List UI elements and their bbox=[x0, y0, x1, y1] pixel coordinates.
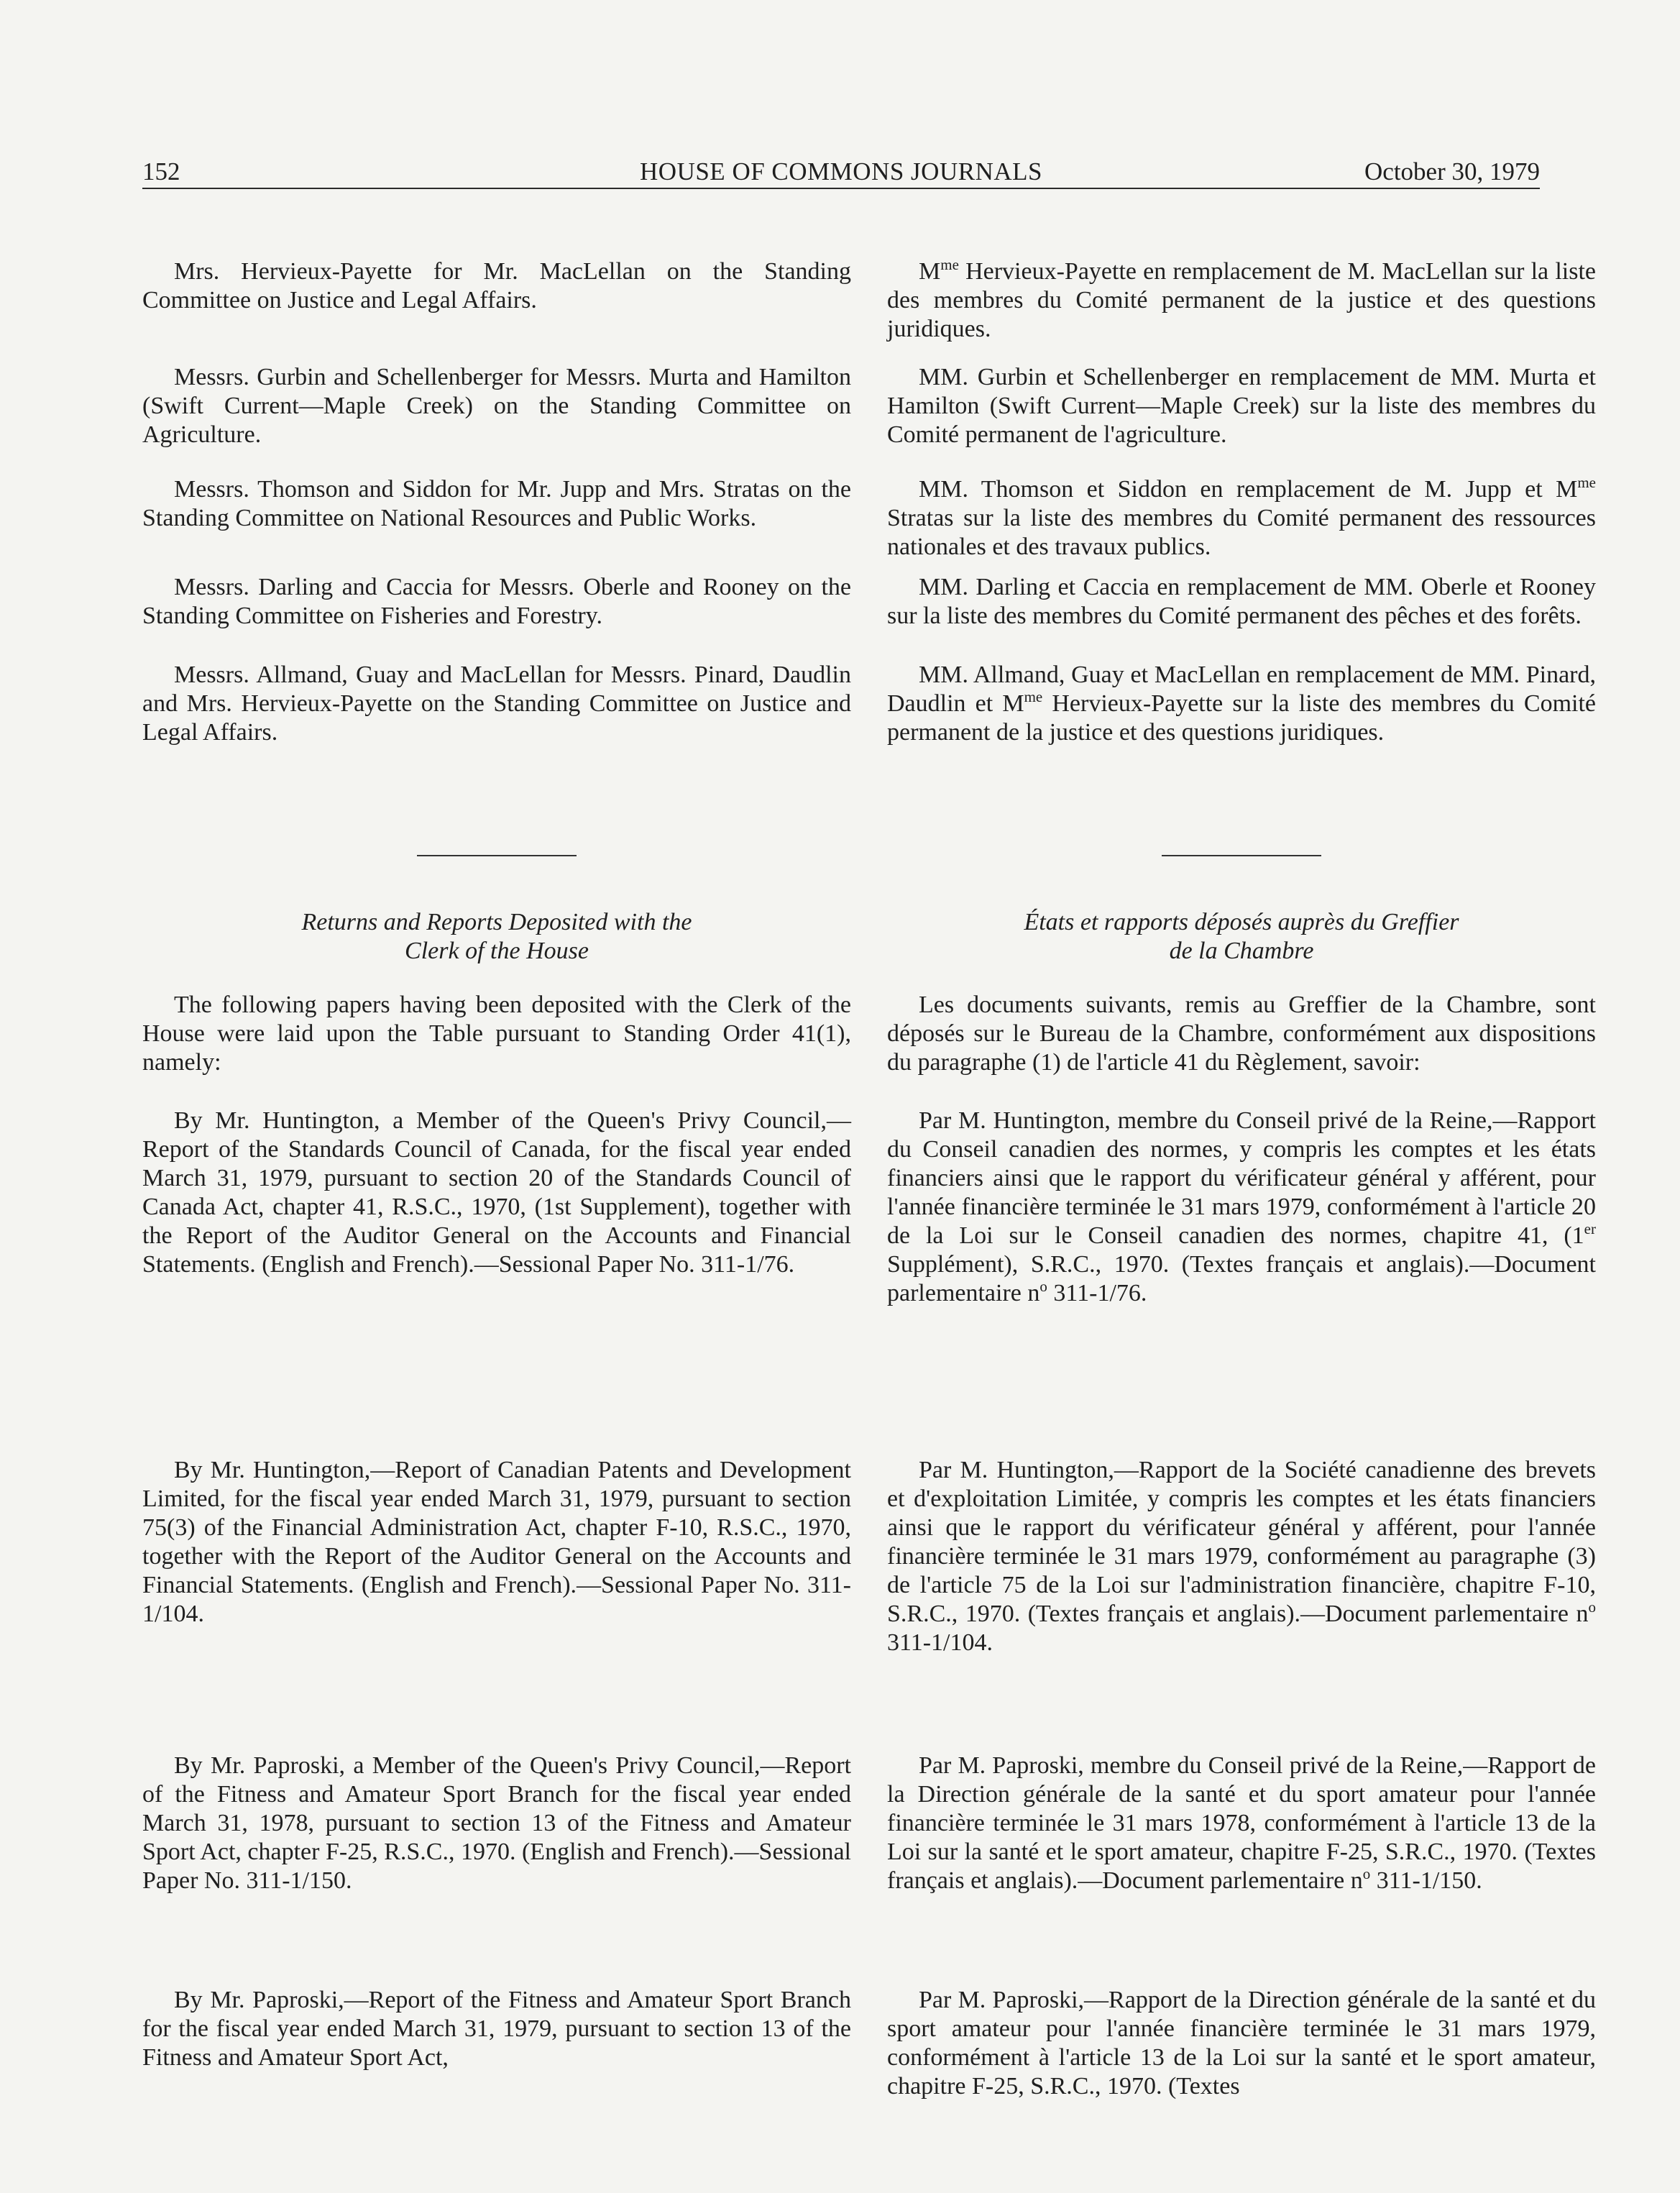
superscript: o bbox=[1588, 1598, 1596, 1616]
french-paragraph-8 bbox=[887, 1456, 1596, 1657]
english-paragraph-6: The following papers having been deposited with the Clerk of the House were laid upon the Table pursuant to Standing Order 41(1), namely: bbox=[142, 992, 851, 1076]
french-paragraph-5-text-a: MM. Allmand, Guay et MacLellan en remplacement de MM. Pinard, Daudlin et M bbox=[887, 661, 1596, 717]
section-divider bbox=[417, 855, 577, 856]
superscript: o bbox=[1362, 1865, 1371, 1882]
french-paragraph-8-text-b: 311-1/104. bbox=[887, 1629, 993, 1656]
superscript: o bbox=[1039, 1278, 1047, 1295]
french-paragraph-5-text-b: Hervieux-Payette sur la liste des membres du Comité permanent de la justice et des questions juridiques. bbox=[887, 690, 1596, 746]
header-rule bbox=[142, 188, 1540, 189]
french-paragraph-3 bbox=[887, 475, 1596, 562]
french-paragraph-8-text-a: Par M. Huntington,—Rapport de la Société canadienne des brevets et d'exploitation Limitée, y compris les comptes et les états financiers ainsi que le rapport du vérificateur général y afférent, pour l'année financière terminée le 31 mars 1979, conformément au paragraphe (3) de l'article 75 de la Loi sur l'administration financière, chapitre F-10, S.R.C., 1970. (Textes français et anglais).—Document parlementaire n bbox=[887, 1457, 1596, 1627]
superscript: me bbox=[940, 256, 959, 273]
french-paragraph-2: MM. Gurbin et Schellenberger en remplacement de MM. Murta et Hamilton (Swift Current—Maple Creek) sur la liste des membres du Comité permanent de l'agriculture. bbox=[887, 364, 1596, 448]
french-paragraph-1-text: Hervieux-Payette en remplacement de M. MacLellan sur la liste des membres du Comité permanent de la justice et des questions juridiques. bbox=[887, 258, 1596, 342]
french-paragraph-9-text-b: 311-1/150. bbox=[1370, 1867, 1482, 1894]
english-paragraph-4: Messrs. Darling and Caccia for Messrs. Oberle and Rooney on the Standing Committee on Fisheries and Forestry. bbox=[142, 574, 851, 629]
page-header bbox=[142, 154, 1540, 190]
french-paragraph-7-text-a: Par M. Huntington, membre du Conseil privé de la Reine,—Rapport du Conseil canadien des normes, y compris les comptes et les états financiers ainsi que le rapport du vérificateur général y afférent, pour l'année financière terminée le 31 mars 1979, conformément à l'article 20 de la Loi sur le Conseil canadien des normes, chapitre 41, (1 bbox=[887, 1107, 1596, 1249]
english-paragraph-3: Messrs. Thomson and Siddon for Mr. Jupp and Mrs. Stratas on the Standing Committee on National Resources and Public Works. bbox=[142, 476, 851, 531]
french-paragraph-5 bbox=[887, 661, 1596, 747]
english-paragraph-5: Messrs. Allmand, Guay and MacLellan for Messrs. Pinard, Daudlin and Mrs. Hervieux-Payette on the Standing Committee on Justice and Legal Affairs. bbox=[142, 661, 851, 746]
french-paragraph-10: Par M. Paproski,—Rapport de la Direction générale de la santé et du sport amateur pour l'année financière terminée le 31 mars 1979, conformément à l'article 13 de la Loi sur la santé et le sport amateur, chapitre F-25, S.R.C., 1970. (Textes bbox=[887, 1987, 1596, 2100]
english-paragraph-9: By Mr. Paproski, a Member of the Queen's Privy Council,—Report of the Fitness and Amateur Sport Branch for the fiscal year ended March 31, 1978, pursuant to section 13 of the Fitness and Amateur Sport Act, chapter F-25, R.S.C., 1970. (English and French).—Sessional Paper No. 311-1/150. bbox=[142, 1752, 851, 1894]
english-paragraph-10: By Mr. Paproski,—Report of the Fitness and Amateur Sport Branch for the fiscal year ended March 31, 1979, pursuant to section 13 of the Fitness and Amateur Sport Act, bbox=[142, 1987, 851, 2071]
english-paragraph-8: By Mr. Huntington,—Report of Canadian Patents and Development Limited, for the fiscal year ended March 31, 1979, pursuant to section 75(3) of the Financial Administration Act, chapter F-10, R.S.C., 1970, together with the Report of the Auditor General on the Accounts and Financial Statements. (English and French).—Sessional Paper No. 311-1/104. bbox=[142, 1457, 851, 1627]
section-divider bbox=[1162, 855, 1321, 856]
header-date: October 30, 1979 bbox=[1364, 157, 1540, 186]
english-section-heading: Returns and Reports Deposited with the Clerk of the House bbox=[301, 909, 692, 964]
french-paragraph-3-text-b: Stratas sur la liste des membres du Comité permanent des ressources nationales et des travaux publics. bbox=[887, 505, 1596, 560]
french-paragraph-6: Les documents suivants, remis au Greffier de la Chambre, sont déposés sur le Bureau de la Chambre, conformément aux dispositions du paragraphe (1) de l'article 41 du Règlement, savoir: bbox=[887, 992, 1596, 1076]
french-paragraph-7 bbox=[887, 1107, 1596, 1308]
french-paragraph-7-text-b: Supplément), S.R.C., 1970. (Textes français et anglais).—Document parlementaire n bbox=[887, 1251, 1596, 1306]
french-paragraph-1: $M^{me}$ Hervieux-Payette en remplacement de M. MacLellan sur la liste des membres du Comité permanent de la justice et des questions juridiques. bbox=[887, 256, 1596, 342]
french-paragraph-9-text-a: Par M. Paproski, membre du Conseil privé de la Reine,—Rapport de la Direction générale de la santé et du sport amateur pour l'année financière terminée le 31 mars 1978, conformément à l'article 13 de la Loi sur la santé et le sport amateur, chapitre F-25, S.R.C., 1970. (Textes français et anglais).—Document parlementaire n bbox=[887, 1752, 1596, 1894]
french-section-heading: États et rapports déposés auprès du Greffier de la Chambre bbox=[1024, 909, 1459, 964]
page-number: 152 bbox=[142, 157, 180, 186]
french-paragraph-4: MM. Darling et Caccia en remplacement de MM. Oberle et Rooney sur la liste des membres du Comité permanent des pêches et des forêts. bbox=[887, 574, 1596, 629]
superscript: er bbox=[1584, 1220, 1596, 1237]
french-paragraph-7-text-c: 311-1/76. bbox=[1047, 1280, 1147, 1306]
english-paragraph-7: By Mr. Huntington, a Member of the Queen's Privy Council,—Report of the Standards Council of Canada, for the fiscal year ended March 31, 1979, pursuant to section 20 of the Standards Council of Canada Act, chapter 41, R.S.C., 1970, (1st Supplement), together with the Report of the Auditor General on the Accounts and Financial Statements. (English and French).—Sessional Paper No. 311-1/76. bbox=[142, 1107, 851, 1278]
english-paragraph-1: Mrs. Hervieux-Payette for Mr. MacLellan on the Standing Committee on Justice and Legal Affairs. bbox=[142, 258, 851, 313]
superscript: me bbox=[1577, 474, 1596, 491]
superscript: me bbox=[1024, 688, 1043, 705]
journal-title: HOUSE OF COMMONS JOURNALS bbox=[640, 157, 1042, 186]
english-paragraph-2: Messrs. Gurbin and Schellenberger for Messrs. Murta and Hamilton (Swift Current—Maple Creek) on the Standing Committee on Agriculture. bbox=[142, 364, 851, 448]
french-paragraph-9 bbox=[887, 1752, 1596, 1895]
french-paragraph-3-text-a: MM. Thomson et Siddon en remplacement de M. Jupp et M bbox=[919, 476, 1578, 503]
